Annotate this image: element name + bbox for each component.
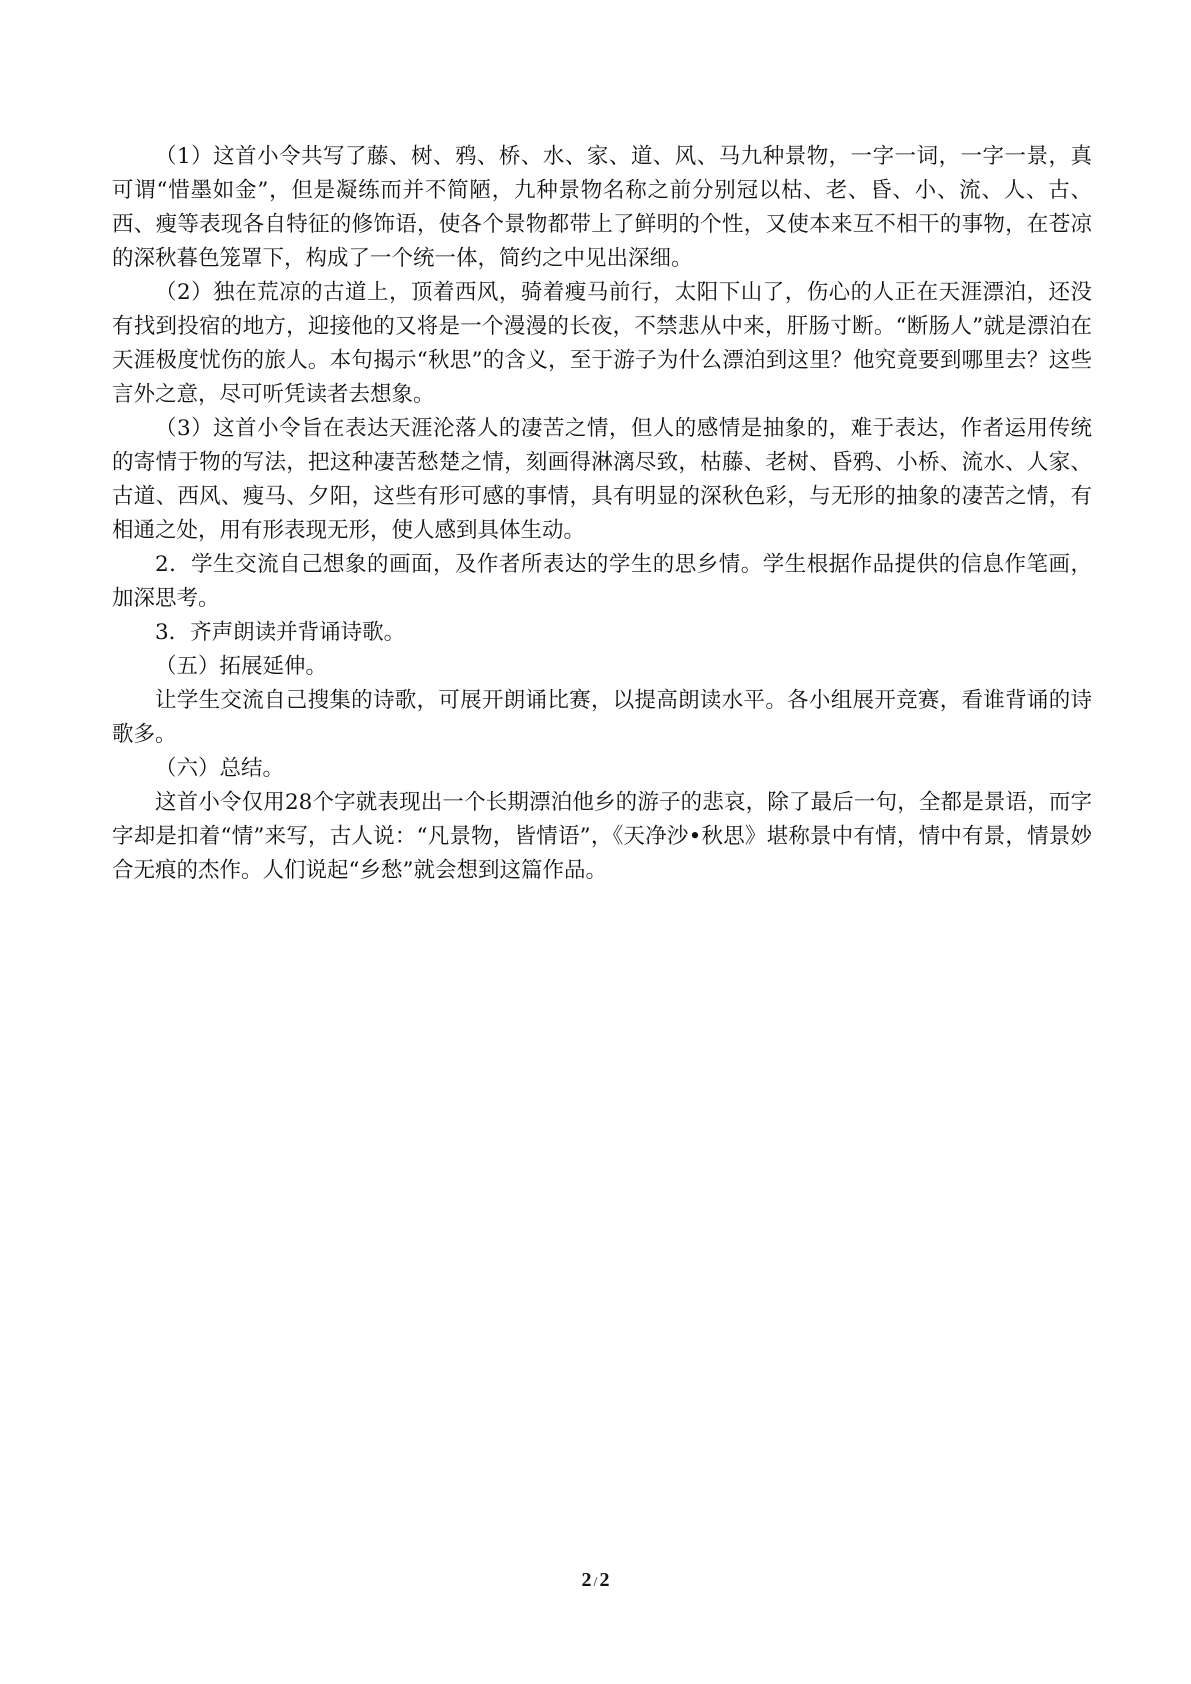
current-page-number: 2 xyxy=(581,1569,592,1591)
paragraph-step-2: 2．学生交流自己想象的画面，及作者所表达的学生的思乡情。学生根据作品提供的信息作笔画，加深思考。 xyxy=(112,552,1092,611)
page-separator: / xyxy=(593,1575,598,1590)
paragraph-summary: 这首小令仅用28个字就表现出一个长期漂泊他乡的游子的悲哀，除了最后一句，全都是景语，而字字却是扣着“情”来写，古人说：“凡景物，皆情语”，《天净沙•秋思》堪称景中有情，情中有景，情景妙合无痕的杰作。人们说起“乡愁”就会想到这篇作品。 xyxy=(112,790,1092,883)
paragraph-extension: 让学生交流自己搜集的诗歌，可展开朗诵比赛，以提高朗读水平。各小组展开竞赛，看谁背诵的诗歌多。 xyxy=(112,688,1092,747)
total-page-number: 2 xyxy=(599,1569,610,1591)
paragraph-step-3: 3．齐声朗读并背诵诗歌。 xyxy=(155,620,406,645)
section-heading-extension: （五）拓展延伸。 xyxy=(155,654,328,679)
paragraph-analysis-1: （1）这首小令共写了藤、树、鸦、桥、水、家、道、风、马九种景物，一字一词，一字一景，真可谓“惜墨如金”，但是凝练而并不简陋，九种景物名称之前分别冠以枯、老、昏、小、流、人、古、西、瘦等表现各自特征的修饰语，使各个景物都带上了鲜明的个性，又使本来互不相干的事物，在苍凉的深秋暮色笼罩下，构成了一个统一体，简约之中见出深细。 xyxy=(112,144,1092,271)
section-heading-summary: （六）总结。 xyxy=(155,756,285,781)
paragraph-analysis-2: （2）独在荒凉的古道上，顶着西风，骑着瘦马前行，太阳下山了，伤心的人正在天涯漂泊，还没有找到投宿的地方，迎接他的又将是一个漫漫的长夜，不禁悲从中来，肝肠寸断。“断肠人”就是漂泊在天涯极度忧伤的旅人。本句揭示“秋思”的含义，至于游子为什么漂泊到这里？他究竟要到哪里去？这些言外之意，尽可听凭读者去想象。 xyxy=(112,280,1092,407)
page-number xyxy=(0,1566,1191,1597)
paragraph-analysis-3: （3）这首小令旨在表达天涯沦落人的凄苦之情，但人的感情是抽象的，难于表达，作者运用传统的寄情于物的写法，把这种凄苦愁楚之情，刻画得淋漓尽致，枯藤、老树、昏鸦、小桥、流水、人家、古道、西风、瘦马、夕阳，这些有形可感的事情，具有明显的深秋色彩，与无形的抽象的凄苦之情，有相通之处，用有形表现无形，使人感到具体生动。 xyxy=(112,416,1092,543)
document-body xyxy=(112,140,1092,888)
